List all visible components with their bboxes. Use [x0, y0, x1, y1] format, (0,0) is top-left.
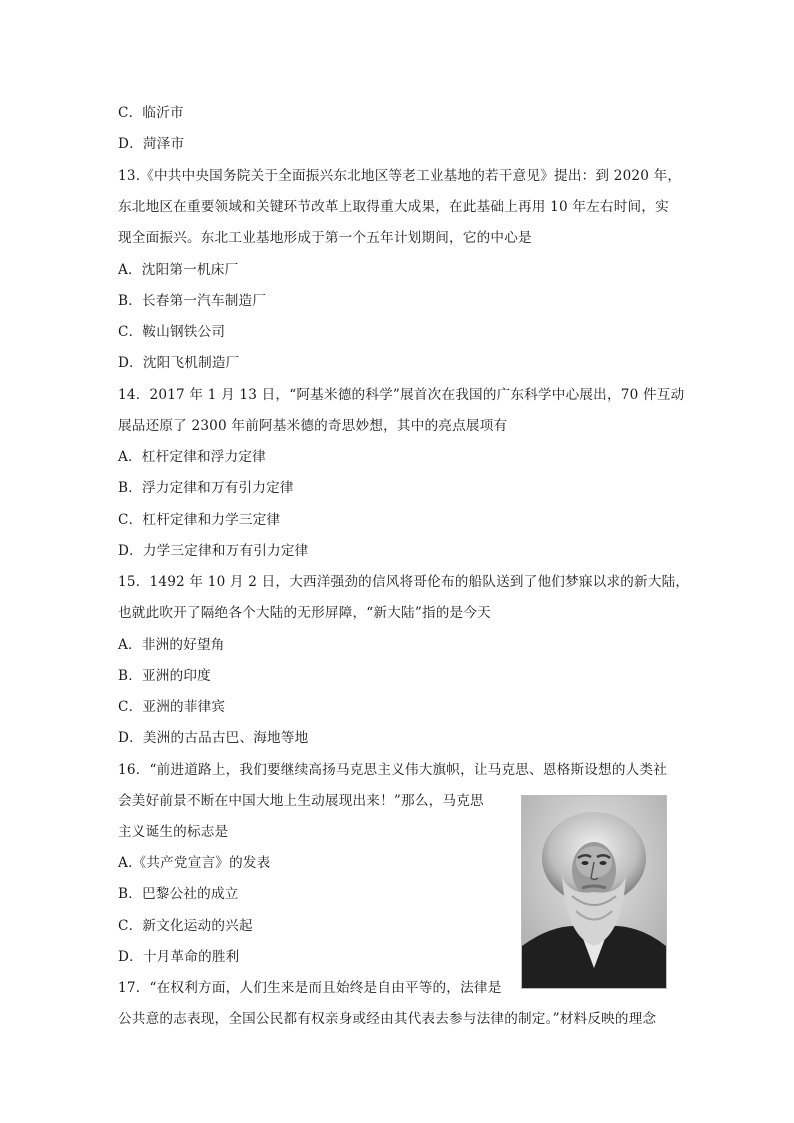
question-16-line-3: 主义诞生的标志是	[118, 824, 229, 840]
option-c-q15: C．亚洲的菲律宾	[118, 699, 226, 715]
question-15-line-1: 15．1492 年 10 月 2 日，大西洋强劲的信风将哥伦布的船队送到了他们梦寐以求的新大陆，	[118, 574, 690, 590]
option-d-q12: D．菏泽市	[118, 136, 185, 152]
question-13-line-1: 13.《中共中央国务院关于全面振兴东北地区等老工业基地的若干意见》提出：到 2020 年，	[118, 168, 682, 184]
question-14-line-2: 展品还原了 2300 年前阿基米德的奇思妙想，其中的亮点展项有	[118, 418, 508, 434]
option-a-q14: A．杠杆定律和浮力定律	[118, 449, 266, 465]
option-b-q16: B．巴黎公社的成立	[118, 886, 239, 902]
option-b-q13: B．长春第一汽车制造厂	[118, 293, 267, 309]
option-a-q16: A.《共产党宣言》的发表	[118, 855, 271, 871]
option-c-q12: C．临沂市	[118, 105, 184, 121]
question-17-line-1: 17．“在权利方面，人们生来是而且始终是自由平等的，法律是	[118, 980, 502, 996]
option-a-q13: A．沈阳第一机床厂	[118, 262, 239, 278]
option-d-q13: D．沈阳飞机制造厂	[118, 355, 240, 371]
option-b-q15: B．亚洲的印度	[118, 668, 211, 684]
question-15-line-2: 也就此吹开了隔绝各个大陆的无形屏障，“新大陆”指的是今天	[118, 605, 491, 621]
question-13-line-2: 东北地区在重要领域和关键环节改革上取得重大成果，在此基础上再用 10 年左右时间，实	[118, 199, 669, 215]
question-16-line-2: 会美好前景不断在中国大地上生动展现出来！”那么，马克思	[118, 793, 484, 809]
question-17-line-2: 公共意的志表现，全国公民都有权亲身或经由其代表去参与法律的制定。”材料反映的理念	[118, 1011, 657, 1027]
question-16-line-1: 16．“前进道路上，我们要继续高扬马克思主义伟大旗帜，让马克思、恩格斯设想的人类社	[118, 762, 668, 778]
option-a-q15: A．非洲的好望角	[118, 637, 225, 653]
option-d-q16: D．十月革命的胜利	[118, 949, 240, 965]
option-c-q13: C．鞍山钢铁公司	[118, 324, 226, 340]
question-13-line-3: 现全面振兴。东北工业基地形成于第一个五年计划期间，它的中心是	[118, 230, 532, 246]
question-14-line-1: 14．2017 年 1 月 13 日，“阿基米德的科学”展首次在我国的广东科学中心展出，70 件互动	[118, 387, 685, 403]
option-d-q14: D．力学三定律和万有引力定律	[118, 543, 309, 559]
marx-portrait	[521, 795, 667, 989]
option-c-q14: C．杠杆定律和力学三定律	[118, 512, 281, 528]
option-b-q14: B．浮力定律和万有引力定律	[118, 480, 294, 496]
option-c-q16: C．新文化运动的兴起	[118, 918, 253, 934]
option-d-q15: D．美洲的古品古巴、海地等地	[118, 730, 309, 746]
